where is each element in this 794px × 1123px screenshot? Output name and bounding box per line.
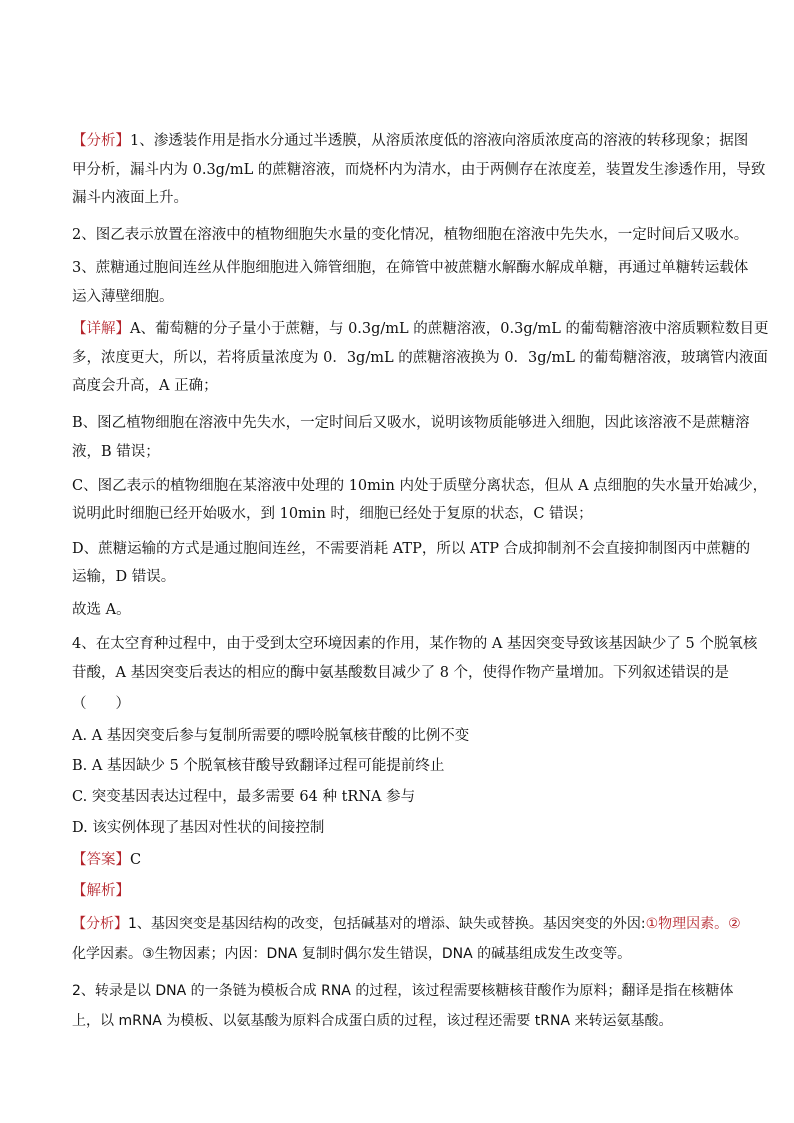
option-c: C. 突变基因表达过程中，最多需要 64 种 tRNA 参与 [72, 789, 416, 805]
option-a: A. A 基因突变后参与复制所需要的嘌呤脱氧核苷酸的比例不变 [72, 728, 470, 744]
detail-conclusion: 故选 A。 [72, 602, 131, 618]
option-d: D. 该实例体现了基因对性状的间接控制 [72, 820, 325, 836]
analysis-label: 【分析】 [72, 133, 130, 149]
analysis-point-2: 2、图乙表示放置在溶液中的植物细胞失水量的变化情况，植物细胞在溶液中先失水，一定时间后又吸水。 [72, 227, 749, 243]
detail-a-text: A、葡萄糖的分子量小于蔗糖，与 0.3g/mL 的蔗糖溶液，0.3g/mL 的葡萄糖溶液中溶质颗粒数目更 [130, 321, 769, 337]
question-stem-line-1: 4、在太空育种过程中，由于受到太空环境因素的作用，某作物的 A 基因突变导致该基因缺少了 5 个脱氧核 [72, 636, 758, 652]
answer-value: C [130, 852, 142, 868]
analysis2-line-1 [72, 914, 741, 934]
explanation-label: 【解析】 [72, 883, 130, 899]
analysis-line-2: 甲分析，漏斗内为 0.3g/mL 的蔗糖溶液，而烧杯内为清水，由于两侧存在浓度差，装置发生渗透作用，导致 [72, 162, 766, 178]
detail-d-line-2: 运输，D 错误。 [72, 569, 176, 585]
analysis-point-3-line-1: 3、蔗糖通过胞间连丝从伴胞细胞进入筛管细胞，在筛管中被蔗糖水解酶水解成单糖，再通过单糖转运载体 [72, 260, 749, 276]
detail-a-line-1 [72, 319, 769, 339]
question-stem-line-2: 苷酸，A 基因突变后表达的相应的酶中氨基酸数目减少了 8 个，使得作物产量增加。下列叙述错误的是 [72, 665, 730, 681]
analysis2-label: 【分析】 [72, 916, 128, 932]
analysis2-point-2-line-2: 上，以 mRNA 为模板、以氨基酸为原料合成蛋白质的过程，该过程还需要 tRNA 来转运氨基酸。 [72, 1013, 673, 1029]
analysis2-text: 1、基因突变是基因结构的改变，包括碱基对的增添、缺失或替换。基因突变的外因: [128, 916, 646, 932]
detail-a-line-2: 多，浓度更大，所以，若将质量浓度为 0．3g/mL 的蔗糖溶液换为 0．3g/mL 的葡萄糖溶液，玻璃管内液面 [72, 350, 768, 366]
detail-label: 【详解】 [72, 321, 130, 337]
detail-a-line-3: 高度会升高，A 正确； [72, 378, 218, 394]
answer-label: 【答案】 [72, 852, 130, 868]
analysis2-line-2: 化学因素。③生物因素；内因：DNA 复制时偶尔发生错误，DNA 的碱基组成发生改变等。 [72, 946, 632, 962]
answer-line [72, 850, 141, 870]
detail-c-line-2: 说明此时细胞已经开始吸水，到 10min 时，细胞已经处于复原的状态，C 错误； [72, 506, 593, 522]
detail-b-line-2: 液，B 错误； [72, 444, 160, 460]
analysis2-factors: ①物理因素。② [645, 916, 741, 932]
detail-d-line-1: D、蔗糖运输的方式是通过胞间连丝，不需要消耗 ATP，所以 ATP 合成抑制剂不会直接抑制图丙中蔗糖的 [72, 541, 751, 557]
option-b: B. A 基因缺少 5 个脱氧核苷酸导致翻译过程可能提前终止 [72, 758, 445, 774]
analysis-line-1 [72, 131, 748, 151]
question-stem-line-3: （ ） [72, 696, 130, 712]
analysis-point-3-line-2: 运入薄壁细胞。 [72, 289, 174, 305]
detail-b-line-1: B、图乙植物细胞在溶液中先失水，一定时间后又吸水，说明该物质能够进入细胞，因此该溶液不是蔗糖溶 [72, 415, 750, 431]
analysis-text: 1、渗透装作用是指水分通过半透膜，从溶质浓度低的溶液向溶质浓度高的溶液的转移现象；据图 [130, 133, 749, 149]
analysis2-point-2-line-1: 2、转录是以 DNA 的一条链为模板合成 RNA 的过程，该过程需要核糖核苷酸作为原料；翻译是指在核糖体 [72, 983, 734, 999]
analysis-line-3: 漏斗内液面上升。 [72, 190, 188, 206]
detail-c-line-1: C、图乙表示的植物细胞在某溶液中处理的 10min 内处于质壁分离状态，但从 A 点细胞的失水量开始减少， [72, 478, 768, 494]
